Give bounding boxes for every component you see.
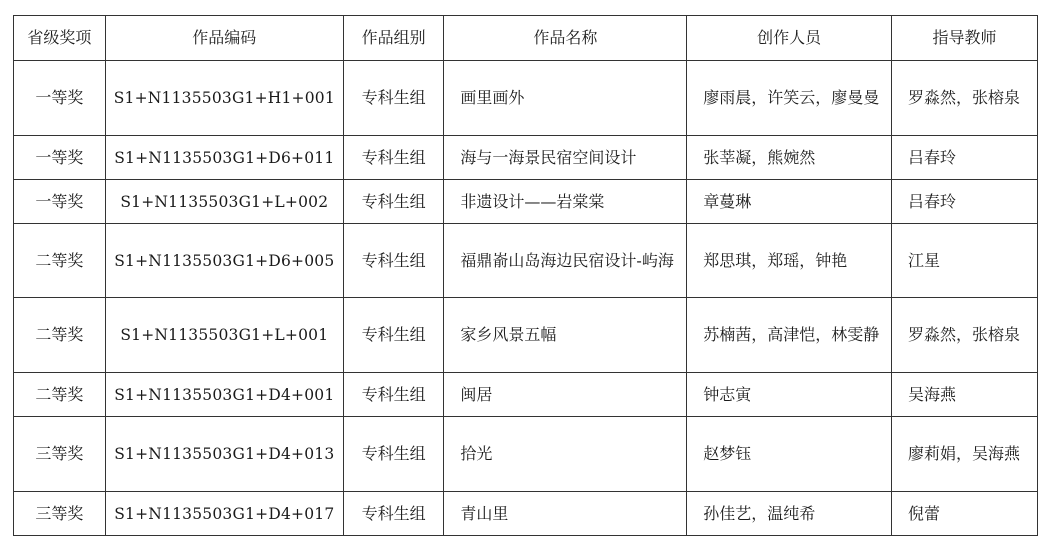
- cell-code: S1+N1135503G1+L+001: [105, 298, 343, 373]
- cell-title: 拾光: [444, 417, 687, 492]
- cell-advisors: 江星: [891, 224, 1037, 298]
- table-row: [14, 224, 1038, 298]
- awards-table-container: [13, 15, 1038, 536]
- cell-award: 一等奖: [14, 61, 106, 136]
- cell-group: 专科生组: [343, 136, 443, 180]
- cell-code: S1+N1135503G1+D6+011: [105, 136, 343, 180]
- table-row: [14, 417, 1038, 492]
- cell-creators: 孙佳艺，温纯希: [687, 492, 892, 536]
- table-row: [14, 492, 1038, 536]
- cell-title: 福鼎嵛山岛海边民宿设计-屿海: [444, 224, 687, 298]
- cell-title: 海与一海景民宿空间设计: [444, 136, 687, 180]
- cell-advisors: 吕春玲: [891, 180, 1037, 224]
- cell-advisors: 吴海燕: [891, 373, 1037, 417]
- cell-creators: 张莘凝，熊婉然: [687, 136, 892, 180]
- header-creators: 创作人员: [687, 16, 892, 61]
- cell-creators: 苏楠茜，高津恺，林雯静: [687, 298, 892, 373]
- header-code: 作品编码: [105, 16, 343, 61]
- cell-title: 闽居: [444, 373, 687, 417]
- cell-creators: 赵梦钰: [687, 417, 892, 492]
- cell-code: S1+N1135503G1+D4+013: [105, 417, 343, 492]
- cell-creators: 郑思琪，郑瑶，钟艳: [687, 224, 892, 298]
- cell-award: 三等奖: [14, 492, 106, 536]
- cell-group: 专科生组: [343, 180, 443, 224]
- cell-advisors: 吕春玲: [891, 136, 1037, 180]
- cell-code: S1+N1135503G1+L+002: [105, 180, 343, 224]
- cell-code: S1+N1135503G1+D4+001: [105, 373, 343, 417]
- cell-group: 专科生组: [343, 373, 443, 417]
- header-group: 作品组别: [343, 16, 443, 61]
- header-award: 省级奖项: [14, 16, 106, 61]
- table-row: [14, 180, 1038, 224]
- table-header-row: [14, 16, 1038, 61]
- header-title: 作品名称: [444, 16, 687, 61]
- cell-group: 专科生组: [343, 417, 443, 492]
- cell-title: 家乡风景五幅: [444, 298, 687, 373]
- cell-advisors: 罗淼然，张榕泉: [891, 61, 1037, 136]
- cell-group: 专科生组: [343, 298, 443, 373]
- cell-award: 二等奖: [14, 373, 106, 417]
- cell-title: 青山里: [444, 492, 687, 536]
- table-row: [14, 136, 1038, 180]
- cell-award: 一等奖: [14, 136, 106, 180]
- cell-group: 专科生组: [343, 224, 443, 298]
- cell-creators: 钟志寅: [687, 373, 892, 417]
- table-row: [14, 373, 1038, 417]
- cell-advisors: 罗淼然，张榕泉: [891, 298, 1037, 373]
- cell-code: S1+N1135503G1+D6+005: [105, 224, 343, 298]
- cell-advisors: 廖莉娟，吴海燕: [891, 417, 1037, 492]
- cell-creators: 章蔓琳: [687, 180, 892, 224]
- cell-advisors: 倪蕾: [891, 492, 1037, 536]
- table-row: [14, 298, 1038, 373]
- table-row: [14, 61, 1038, 136]
- cell-award: 二等奖: [14, 298, 106, 373]
- header-advisors: 指导教师: [891, 16, 1037, 61]
- cell-award: 三等奖: [14, 417, 106, 492]
- cell-creators: 廖雨晨，许笑云，廖曼曼: [687, 61, 892, 136]
- cell-code: S1+N1135503G1+D4+017: [105, 492, 343, 536]
- cell-title: 画里画外: [444, 61, 687, 136]
- cell-group: 专科生组: [343, 61, 443, 136]
- cell-code: S1+N1135503G1+H1+001: [105, 61, 343, 136]
- cell-award: 二等奖: [14, 224, 106, 298]
- cell-award: 一等奖: [14, 180, 106, 224]
- cell-group: 专科生组: [343, 492, 443, 536]
- cell-title: 非遗设计——岩棠棠: [444, 180, 687, 224]
- awards-table: [13, 15, 1038, 536]
